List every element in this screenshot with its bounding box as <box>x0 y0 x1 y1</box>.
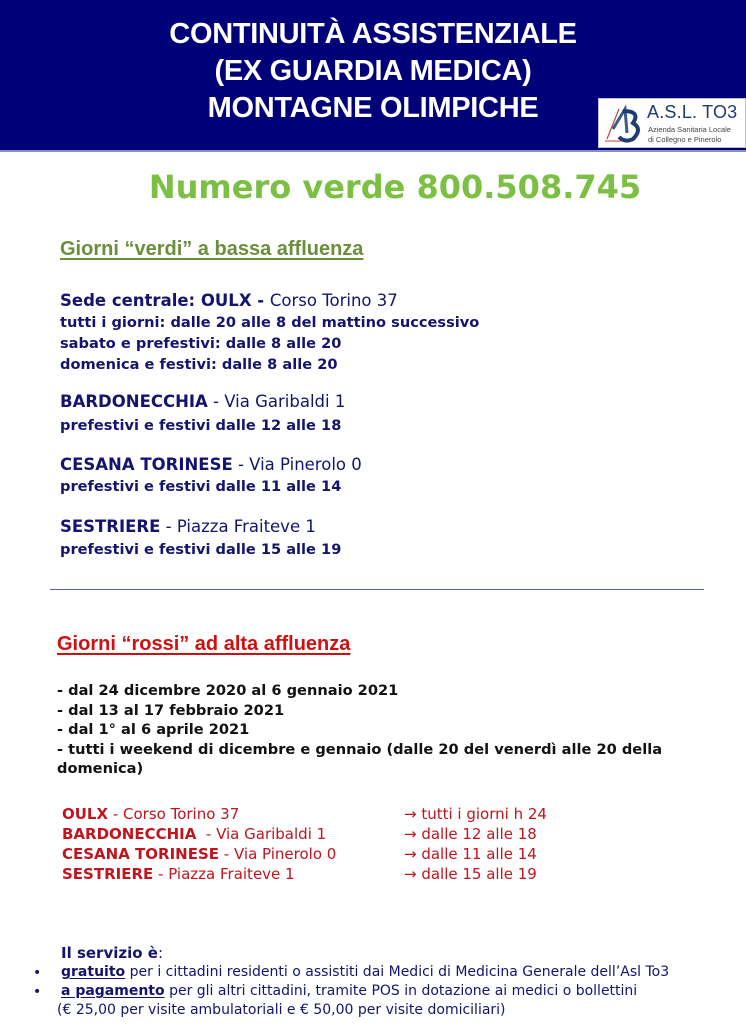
bullet-icon: • <box>33 965 42 981</box>
asl-logo-sub-1: Azienda Sanitaria Locale <box>648 125 731 134</box>
banner-title-line-2: (EX GUARDIA MEDICA) <box>214 55 532 87</box>
service-item-free <box>61 963 669 982</box>
red-sede-row <box>62 864 622 884</box>
period-item: - tutti i weekend di dicembre e gennaio (dalle 20 del venerdì alle 20 della domenica) <box>57 740 663 777</box>
asl-logo-name: A.S.L. TO3 <box>647 102 738 122</box>
red-sede-row <box>62 824 622 844</box>
sede-name: OULX <box>62 805 109 823</box>
banner-title-line-1: CONTINUITÀ ASSISTENZIALE <box>169 18 577 50</box>
service-item-text: per gli altri cittadini, tramite POS in dotazione ai medici o bollettini <box>164 983 638 999</box>
green-sede-sestriere <box>60 516 341 560</box>
service-title: Il servizio è: <box>61 944 163 962</box>
green-sede-cesana <box>60 454 362 497</box>
period-item: - dal 1° al 6 aprile 2021 <box>57 721 250 738</box>
service-item-key: a pagamento <box>61 983 165 999</box>
sede-address: - Corso Torino 37 <box>108 805 240 823</box>
red-days-sedi-table <box>62 804 622 884</box>
sede-hours: prefestivi e festivi dalle 12 alle 18 <box>60 417 342 434</box>
header-banner <box>0 0 746 152</box>
period-item: - dal 13 al 17 febbraio 2021 <box>57 701 285 719</box>
section-divider <box>50 589 704 590</box>
sede-hours: prefestivi e festivi dalle 11 alle 14 <box>60 478 342 495</box>
red-sede-row <box>62 844 622 864</box>
sede-name: SESTRIERE <box>62 865 154 883</box>
toll-free-number: Numero verde 800.508.745 <box>148 168 642 206</box>
period-item: - dal 24 dicembre 2020 al 6 gennaio 2021 <box>57 682 399 699</box>
sede-address: - Via Garibaldi 1 <box>196 825 327 843</box>
sede-hours: sabato e prefestivi: dalle 8 alle 20 <box>60 335 342 352</box>
sede-hours: → dalle 12 alle 18 <box>404 825 537 843</box>
sede-name: CESANA TORINESE <box>62 845 220 863</box>
red-days-heading: Giorni “rossi” ad alta affluenza <box>57 633 351 655</box>
sede-address: - Via Pinerolo 0 <box>232 455 362 474</box>
sede-name: BARDONECCHIA <box>60 392 208 411</box>
sede-address: - Via Pinerolo 0 <box>219 845 337 863</box>
asl-logo-sub-2: di Collegno e Pinerolo <box>648 135 722 144</box>
red-days-periods <box>57 681 707 779</box>
banner-title-line-3: MONTAGNE OLIMPICHE <box>207 92 539 124</box>
green-days-heading: Giorni “verdi” a bassa affluenza <box>60 238 364 260</box>
service-item-paid <box>61 982 637 1001</box>
service-item-key: gratuito <box>61 964 126 980</box>
bullet-icon: • <box>33 984 42 1000</box>
sede-address: - Piazza Fraiteve 1 <box>153 865 295 883</box>
sede-hours: → dalle 15 alle 19 <box>404 865 537 883</box>
sede-name: SESTRIERE <box>60 517 161 536</box>
green-sede-oulx <box>60 290 479 375</box>
sede-address: - Piazza Fraiteve 1 <box>160 517 316 536</box>
sede-address: - Via Garibaldi 1 <box>207 392 346 411</box>
service-price-note: (€ 25,00 per visite ambulatoriali e € 50,00 per visite domiciliari) <box>57 1002 506 1018</box>
sede-hours: domenica e festivi: dalle 8 alle 20 <box>60 356 338 373</box>
sede-name: CESANA TORINESE <box>60 455 233 474</box>
sede-name: BARDONECCHIA <box>62 825 197 843</box>
asl-logo <box>598 98 746 148</box>
sede-hours: → dalle 11 alle 14 <box>404 845 537 863</box>
sede-hours: tutti i giorni: dalle 20 alle 8 del mattino successivo <box>60 314 480 331</box>
sede-name: Sede centrale: OULX - <box>60 291 270 310</box>
red-sede-row <box>62 804 622 824</box>
green-sede-bardonecchia <box>60 391 345 436</box>
asl-logo-mark-icon <box>603 103 643 145</box>
service-item-text: per i cittadini residenti o assistiti dai Medici di Medicina Generale dell’Asl To3 <box>125 964 670 980</box>
sede-hours: prefestivi e festivi dalle 15 alle 19 <box>60 541 342 558</box>
sede-hours: → tutti i giorni h 24 <box>404 805 547 823</box>
sede-address: Corso Torino 37 <box>269 291 398 310</box>
